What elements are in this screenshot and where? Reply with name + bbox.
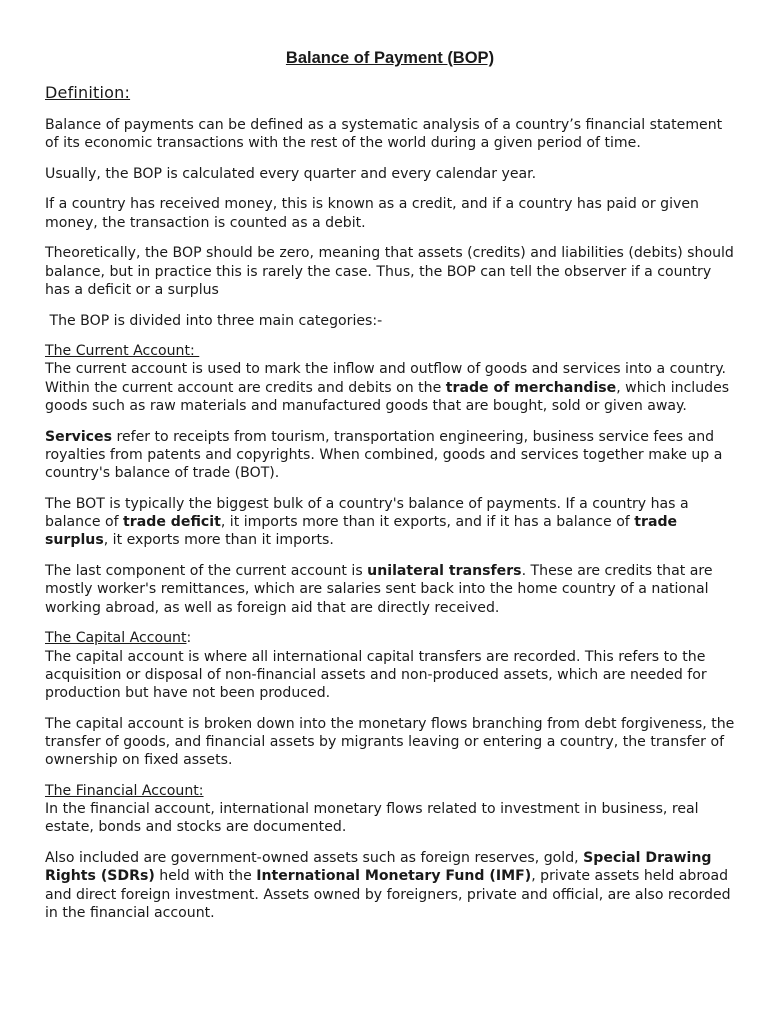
intro-paragraph-5: The BOP is divided into three main categories:- [45,312,383,329]
financial-text: held with the [154,868,257,885]
unilateral-text: . These are credits that are mostly worker's remittances, which are salaries sent back into the home country of a national working abroad, as well as foreign aid that are directly received. [45,563,713,616]
emphasis-services: Services [45,428,112,445]
current-account-text: , which includes goods such as raw materials and manufactured goods that are bought, sold or given away. [45,379,730,415]
current-account-text: The current account is used to mark the inflow and outflow of goods and services into a country. Within the current account are credits and debits on the [45,361,727,396]
definition-heading: Definition: [45,83,131,102]
bot-text: The BOT is typically the biggest bulk of a country's balance of payments. If a country has a balance of [45,495,689,531]
current-account-heading: The Current Account: [45,343,200,360]
financial-text: , private assets held abroad and direct foreign investment. Assets owned by foreigners, private and official, are also recorded in the financial account. [45,868,731,921]
services-paragraph [45,428,735,483]
document-page [45,47,735,922]
financial-text: Also included are government-owned assets such as foreign reserves, gold, [45,850,584,867]
bot-paragraph [45,495,735,550]
current-account-section [45,342,735,415]
intro-paragraph-2: Usually, the BOP is calculated every quarter and every calendar year. [45,165,537,182]
financial-account-section [45,782,735,837]
unilateral-text: The last component of the current account is [45,563,368,580]
capital-account-section [45,629,735,702]
capital-account-paragraph-2: The capital account is broken down into the monetary flows branching from debt forgiveness, the transfer of goods, and financial assets by migrants leaving or entering a country, the transfer of ownership on fixed assets. [45,715,735,769]
emphasis-imf: International Monetary Fund (IMF) [256,868,532,885]
unilateral-transfers-paragraph [45,562,735,617]
financial-account-heading: The Financial Account: [45,782,204,799]
emphasis-trade-of-merchandise: trade of merchandise [445,379,617,396]
emphasis-unilateral-transfers: unilateral transfers [367,563,522,580]
financial-account-text: In the financial account, international monetary flows related to investment in business, real estate, bonds and stocks are documented. [45,801,699,836]
capital-account-heading: The Capital Account [45,630,187,647]
emphasis-trade-surplus: trade surplus [45,514,678,549]
capital-account-heading-colon: : [186,630,192,647]
intro-paragraph-4: Theoretically, the BOP should be zero, meaning that assets (credits) and liabilities (debits) should balance, but in practice this is rarely the case. Thus, the BOP can tell the observer if a country has a deficit or a surplus [45,245,734,298]
bot-text: , it exports more than it imports. [103,532,334,549]
financial-account-paragraph-2 [45,849,735,922]
intro-paragraph-1: Balance of payments can be defined as a systematic analysis of a country’s financial statement of its economic transactions with the rest of the world during a given period of time. [45,117,723,152]
emphasis-sdr: Special Drawing Rights (SDRs) [45,850,712,885]
intro-paragraph-3: If a country has received money, this is known as a credit, and if a country has paid or given money, the transaction is counted as a debit. [45,196,699,231]
document-title: Balance of Payment (BOP) [285,49,495,67]
capital-account-text: The capital account is where all international capital transfers are recorded. This refers to the acquisition or disposal of non-financial assets and non-produced assets, which are needed for production but have not been produced. [45,648,707,702]
emphasis-trade-deficit: trade deficit [123,514,221,531]
bot-text: , it imports more than it exports, and if it has a balance of [220,514,635,531]
services-text: refer to receipts from tourism, transportation engineering, business service fees and royalties from patents and copyrights. When combined, goods and services together make up a country's balance of trade (BOT). [45,428,723,482]
